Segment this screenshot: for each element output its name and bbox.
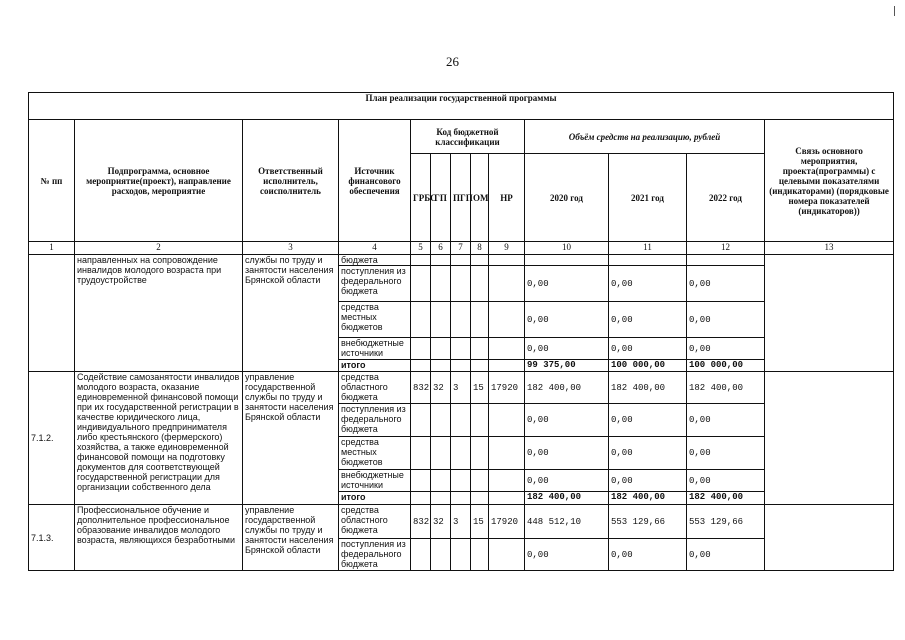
table-title: План реализации государственной программы: [29, 93, 894, 120]
code-pgp: 3: [451, 372, 471, 404]
code-grbs: 832: [411, 505, 431, 539]
col-number: 9: [489, 242, 525, 255]
value-2022: 0,00: [687, 266, 765, 302]
value-2021: 0,00: [609, 539, 687, 571]
value-2022: 0,00: [687, 338, 765, 360]
row-source: внебюджетные источники: [339, 338, 411, 360]
value-2020: 182 400,00: [525, 372, 609, 404]
row-source: поступления из федерального бюджета: [339, 539, 411, 571]
header-source: Источник финансового обеспечения: [339, 120, 411, 242]
table-row: [29, 372, 894, 404]
col-number: 13: [765, 242, 894, 255]
row-source: средства местных бюджетов: [339, 437, 411, 470]
col-number: 7: [451, 242, 471, 255]
header-nr: НР: [489, 154, 525, 242]
row-link: [765, 505, 894, 571]
row-name: Содействие самозанятости инвалидов молодого возраста, оказание единовременной финансовой помощи при их государственной регистрации в качестве юридического лица, индивидуального предпринимателя либо крестьянского (фермерского) хозяйства, а также единовременной финансовой помощи на подготовку документов для соответствующей государственной регистрации для организации собственного дела: [75, 372, 243, 505]
table-title-row: [29, 93, 894, 120]
code-gp: 32: [431, 505, 451, 539]
total-2022: 182 400,00: [687, 492, 765, 505]
row-num: 7.1.2.: [29, 372, 75, 505]
col-number: 3: [243, 242, 339, 255]
header-gp: ГП: [431, 154, 451, 242]
row-source: средства областного бюджета: [339, 505, 411, 539]
value-2022: 182 400,00: [687, 372, 765, 404]
value-2021: 0,00: [609, 404, 687, 437]
col-number: 11: [609, 242, 687, 255]
code-om: 15: [471, 372, 489, 404]
col-number: 4: [339, 242, 411, 255]
value-2021: 0,00: [609, 470, 687, 492]
value-2022: 0,00: [687, 404, 765, 437]
value-2020: 0,00: [525, 338, 609, 360]
row-responsible: службы по труду и занятости населения Брянской области: [243, 255, 339, 372]
col-number: 1: [29, 242, 75, 255]
code-gp: 32: [431, 372, 451, 404]
header-om: ОМ: [471, 154, 489, 242]
code-nr: 17920: [489, 505, 525, 539]
row-source: внебюджетные источники: [339, 470, 411, 492]
value-2021: 0,00: [609, 266, 687, 302]
value-2020: 0,00: [525, 302, 609, 338]
col-number: 6: [431, 242, 451, 255]
value-2020: 448 512,10: [525, 505, 609, 539]
header-funds: Объём средств на реализацию, рублей: [525, 120, 765, 154]
program-plan-table: [28, 92, 894, 571]
value-2020: 0,00: [525, 266, 609, 302]
row-num: 7.1.3.: [29, 505, 75, 571]
value-2022: 0,00: [687, 470, 765, 492]
header-num: № пп: [29, 120, 75, 242]
header-name: Подпрограмма, основное мероприятие(проект), направление расходов, мероприятие: [75, 120, 243, 242]
row-source: поступления из федерального бюджета: [339, 404, 411, 437]
value-2021: 0,00: [609, 302, 687, 338]
value-2020: 0,00: [525, 470, 609, 492]
row-source-total: итого: [339, 360, 411, 372]
header-2021: 2021 год: [609, 154, 687, 242]
value-2021: 0,00: [609, 437, 687, 470]
total-2020: 99 375,00: [525, 360, 609, 372]
value-2021: 0,00: [609, 338, 687, 360]
row-source: средства местных бюджетов: [339, 302, 411, 338]
row-source: средства областного бюджета: [339, 372, 411, 404]
row-name: направленных на сопровождение инвалидов молодого возраста при трудоустройстве: [75, 255, 243, 372]
header-link: Связь основного мероприятия, проекта(программы) с целевыми показателями (индикаторами) (порядковые номера показателей (индикаторов)): [765, 120, 894, 242]
col-number: 12: [687, 242, 765, 255]
row-source-total: итого: [339, 492, 411, 505]
header-budget-code: Код бюджетной классификации: [411, 120, 525, 154]
column-number-row: [29, 242, 894, 255]
value-2021: [609, 255, 687, 266]
total-2022: 100 000,00: [687, 360, 765, 372]
value-2022: 0,00: [687, 302, 765, 338]
header-2020: 2020 год: [525, 154, 609, 242]
value-2022: 0,00: [687, 437, 765, 470]
code-om: 15: [471, 505, 489, 539]
header-grbs: ГРБС: [411, 154, 431, 242]
row-num: [29, 255, 75, 372]
scan-mark: [894, 6, 895, 16]
col-number: 8: [471, 242, 489, 255]
page-number: 26: [446, 54, 459, 69]
header-row-1: [29, 120, 894, 154]
value-2020: 0,00: [525, 539, 609, 571]
code-pgp: 3: [451, 505, 471, 539]
col-number: 2: [75, 242, 243, 255]
row-link: [765, 372, 894, 505]
value-2021: 182 400,00: [609, 372, 687, 404]
header-responsible: Ответственный исполнитель, соисполнитель: [243, 120, 339, 242]
value-2020: 0,00: [525, 404, 609, 437]
col-number: 10: [525, 242, 609, 255]
row-source: бюджета: [339, 255, 411, 266]
header-2022: 2022 год: [687, 154, 765, 242]
total-2021: 182 400,00: [609, 492, 687, 505]
value-2022: 553 129,66: [687, 505, 765, 539]
value-2020: [525, 255, 609, 266]
value-2020: 0,00: [525, 437, 609, 470]
row-responsible: управление государственной службы по труду и занятости населения Брянской области: [243, 505, 339, 571]
total-2020: 182 400,00: [525, 492, 609, 505]
col-number: 5: [411, 242, 431, 255]
code-nr: 17920: [489, 372, 525, 404]
row-name: Профессиональное обучение и дополнительное профессиональное образование инвалидов молодого возраста, являющихся безработными: [75, 505, 243, 571]
value-2022: [687, 255, 765, 266]
value-2022: 0,00: [687, 539, 765, 571]
row-responsible: управление государственной службы по труду и занятости населения Брянской области: [243, 372, 339, 505]
code-grbs: 832: [411, 372, 431, 404]
header-pgp: ПГП: [451, 154, 471, 242]
total-2021: 100 000,00: [609, 360, 687, 372]
row-source: поступления из федерального бюджета: [339, 266, 411, 302]
row-link: [765, 255, 894, 372]
table-row: [29, 505, 894, 539]
value-2021: 553 129,66: [609, 505, 687, 539]
table-row: [29, 255, 894, 266]
